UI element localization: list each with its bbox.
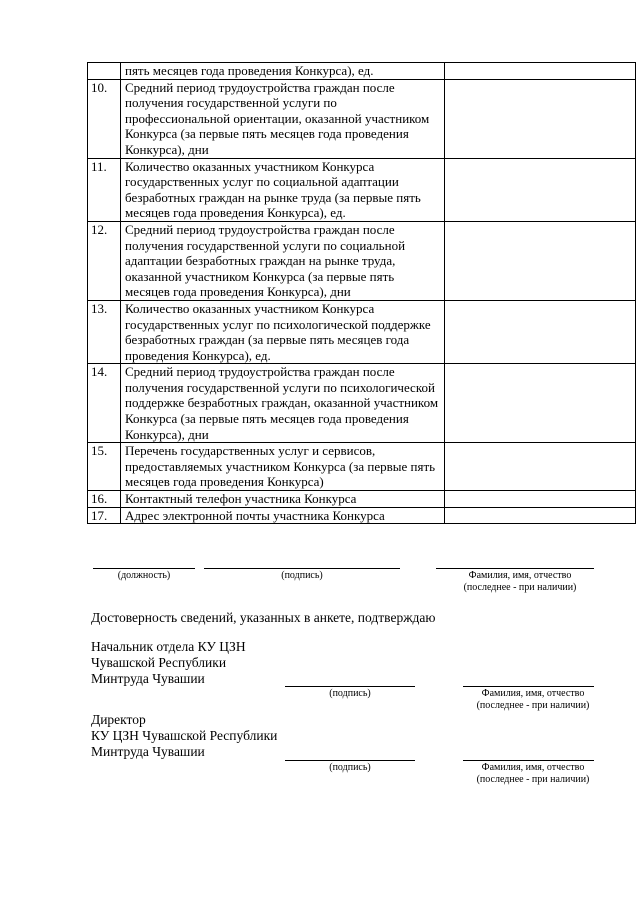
signer2-signature-caption: (подпись) (329, 762, 371, 773)
signer1-name-line[interactable] (463, 686, 594, 687)
row-description: пять месяцев года проведения Конкурса), ед. (121, 63, 445, 80)
signer2-name-line[interactable] (463, 760, 594, 761)
signer2-position-line3: Минтруда Чувашии (91, 744, 205, 759)
row-description: Средний период трудоустройства граждан после получения государственной услуги по психологической поддержке безработных граждан, оказанной участником Конкурса (за первые пять месяцев года проведения Конкурса), дни (121, 364, 445, 443)
signer1-signature-line[interactable] (285, 686, 415, 687)
row-number: 13. (88, 300, 121, 363)
table-row (88, 364, 636, 443)
row-value-cell[interactable] (445, 364, 636, 443)
signer1-position-line1: Начальник отдела КУ ЦЗН (91, 639, 246, 654)
row-number: 12. (88, 221, 121, 300)
row-value-cell[interactable] (445, 443, 636, 491)
table-row (88, 443, 636, 491)
row-description: Количество оказанных участником Конкурса государственных услуг по психологической поддержке безработных граждан (за первые пять месяцев года проведения Конкурса), ед. (121, 300, 445, 363)
row-value-cell[interactable] (445, 158, 636, 221)
row-description: Количество оказанных участником Конкурса государственных услуг по социальной адаптации безработных граждан на рынке труда (за первые пять месяцев года проведения Конкурса), ед. (121, 158, 445, 221)
signer2-name-caption: Фамилия, имя, отчество (481, 762, 585, 773)
signer2-position-line2: КУ ЦЗН Чувашской Республики (91, 728, 278, 743)
row-number: 17. (88, 507, 121, 524)
row-description: Контактный телефон участника Конкурса (121, 491, 445, 508)
table-row (88, 507, 636, 524)
signer2-position-line1: Директор (91, 712, 146, 727)
row-number: 11. (88, 158, 121, 221)
row-description: Адрес электронной почты участника Конкурса (121, 507, 445, 524)
row-description: Средний период трудоустройства граждан после получения государственной услуги по профессиональной ориентации, оказанной участником Конкурса (за первые пять месяцев года проведения Конкурса), дни (121, 79, 445, 158)
row-value-cell[interactable] (445, 507, 636, 524)
table-row (88, 491, 636, 508)
signature-caption: (подпись) (281, 570, 323, 581)
row-number: 14. (88, 364, 121, 443)
row-description: Средний период трудоустройства граждан после получения государственной услуги по социальной адаптации безработных граждан на рынке труда, оказанной участником Конкурса (за первые пять месяцев года проведения Конкурса), дни (121, 221, 445, 300)
row-number: 10. (88, 79, 121, 158)
position-signature-line[interactable] (93, 568, 195, 569)
row-value-cell[interactable] (445, 221, 636, 300)
confirmation-text: Достоверность сведений, указанных в анкете, подтверждаю (91, 610, 436, 625)
table-row (88, 79, 636, 158)
table-row (88, 158, 636, 221)
signer1-name-caption-note: (последнее - при наличии) (476, 700, 590, 711)
signer1-name-caption: Фамилия, имя, отчество (481, 688, 585, 699)
table-row (88, 63, 636, 80)
table-row (88, 221, 636, 300)
table-row (88, 300, 636, 363)
signer2-signature-line[interactable] (285, 760, 415, 761)
row-value-cell[interactable] (445, 491, 636, 508)
row-number (88, 63, 121, 80)
signature-line[interactable] (204, 568, 400, 569)
row-value-cell[interactable] (445, 300, 636, 363)
name-caption: Фамилия, имя, отчество (468, 570, 572, 581)
name-signature-line[interactable] (436, 568, 594, 569)
signer1-signature-caption: (подпись) (329, 688, 371, 699)
row-number: 15. (88, 443, 121, 491)
name-caption-note: (последнее - при наличии) (463, 582, 577, 593)
questionnaire-table (87, 62, 636, 524)
row-number: 16. (88, 491, 121, 508)
row-value-cell[interactable] (445, 63, 636, 80)
signer1-position-line2: Чувашской Республики (91, 655, 227, 670)
row-description: Перечень государственных услуг и сервисов, предоставляемых участником Конкурса (за первые пять месяцев года проведения Конкурса) (121, 443, 445, 491)
row-value-cell[interactable] (445, 79, 636, 158)
signer2-name-caption-note: (последнее - при наличии) (476, 774, 590, 785)
signer1-position-line3: Минтруда Чувашии (91, 671, 205, 686)
position-caption: (должность) (117, 570, 171, 581)
